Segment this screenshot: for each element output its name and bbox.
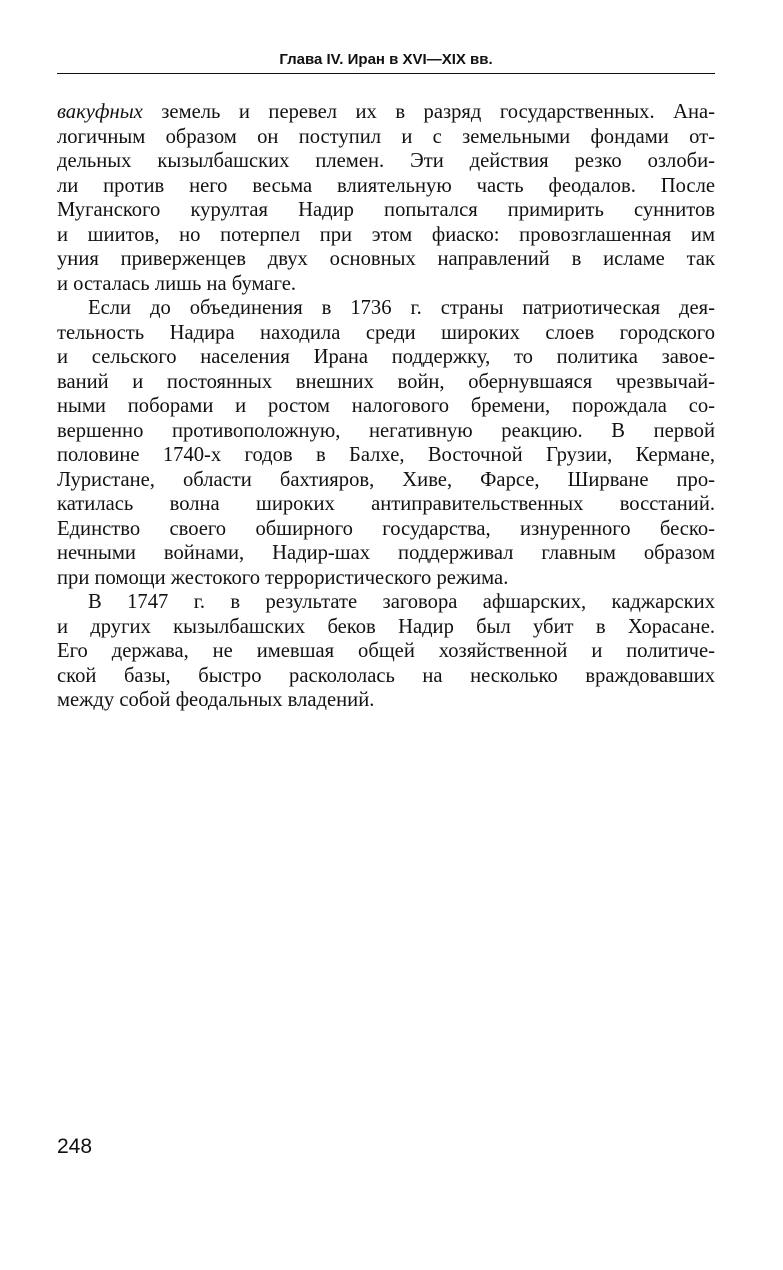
paragraph (57, 100, 715, 296)
text-line: и осталась лишь на бумаге. (57, 272, 297, 295)
text-line: половине 1740-х годов в Балхе, Восточной Грузии, Кермане, (57, 444, 715, 466)
text-line: ными поборами и ростом налогового бремени, порождала со- (57, 395, 715, 417)
paragraph (57, 296, 715, 590)
text-line: катилась волна широких антиправительственных восстаний. (57, 493, 715, 515)
text-line: тельность Надира находила среди широких слоев городского (57, 321, 715, 344)
text-line: ской базы, быстро раскололась на несколько враждовавших (57, 664, 715, 687)
text-span: земель и перевел их в разряд государственных. Ана- (142, 101, 715, 123)
body-text (57, 100, 715, 713)
text-line: Если до объединения в 1736 г. страны патриотическая дея- (88, 297, 715, 319)
text-line: логичным образом он поступил и с земельными фондами от- (57, 125, 715, 148)
text-line (57, 100, 715, 125)
text-line: при помощи жестокого террористического режима. (57, 566, 509, 589)
text-line: ли против него весьма влиятельную часть феодалов. После (57, 174, 715, 197)
text-line: Луристане, области бахтияров, Хиве, Фарсе, Ширване про- (57, 468, 715, 491)
text-line: вершенно противоположную, негативную реакцию. В первой (57, 419, 715, 442)
italic-term: вакуфных (57, 101, 143, 123)
text-line: Муганского курултая Надир попытался примирить суннитов (57, 199, 715, 221)
header-rule (57, 73, 715, 74)
text-line: В 1747 г. в результате заговора афшарских, каджарских (88, 591, 715, 613)
text-line: нечными войнами, Надир-шах поддерживал главным образом (57, 542, 715, 564)
paragraph (57, 590, 715, 713)
text-line: и других кызылбашских беков Надир был убит в Хорасане. (57, 615, 715, 638)
text-line: Единство своего обширного государства, изнуренного беско- (57, 517, 715, 540)
text-line: и сельского населения Ирана поддержку, то политика завое- (57, 346, 715, 368)
text-line: между собой феодальных владений. (57, 689, 375, 711)
text-line: ваний и постоянных внешних войн, обернувшаяся чрезвычай- (57, 370, 715, 393)
text-line: уния приверженцев двух основных направлений в исламе так (57, 248, 715, 270)
page-number: 248 (57, 1135, 93, 1158)
text-line: дельных кызылбашских племен. Эти действия резко озлоби- (57, 150, 715, 172)
running-head: Глава IV. Иран в XVI—XIX вв. (279, 51, 493, 68)
text-line: Его держава, не имевшая общей хозяйственной и политиче- (57, 640, 715, 662)
text-line: и шиитов, но потерпел при этом фиаско: провозглашенная им (57, 223, 715, 246)
